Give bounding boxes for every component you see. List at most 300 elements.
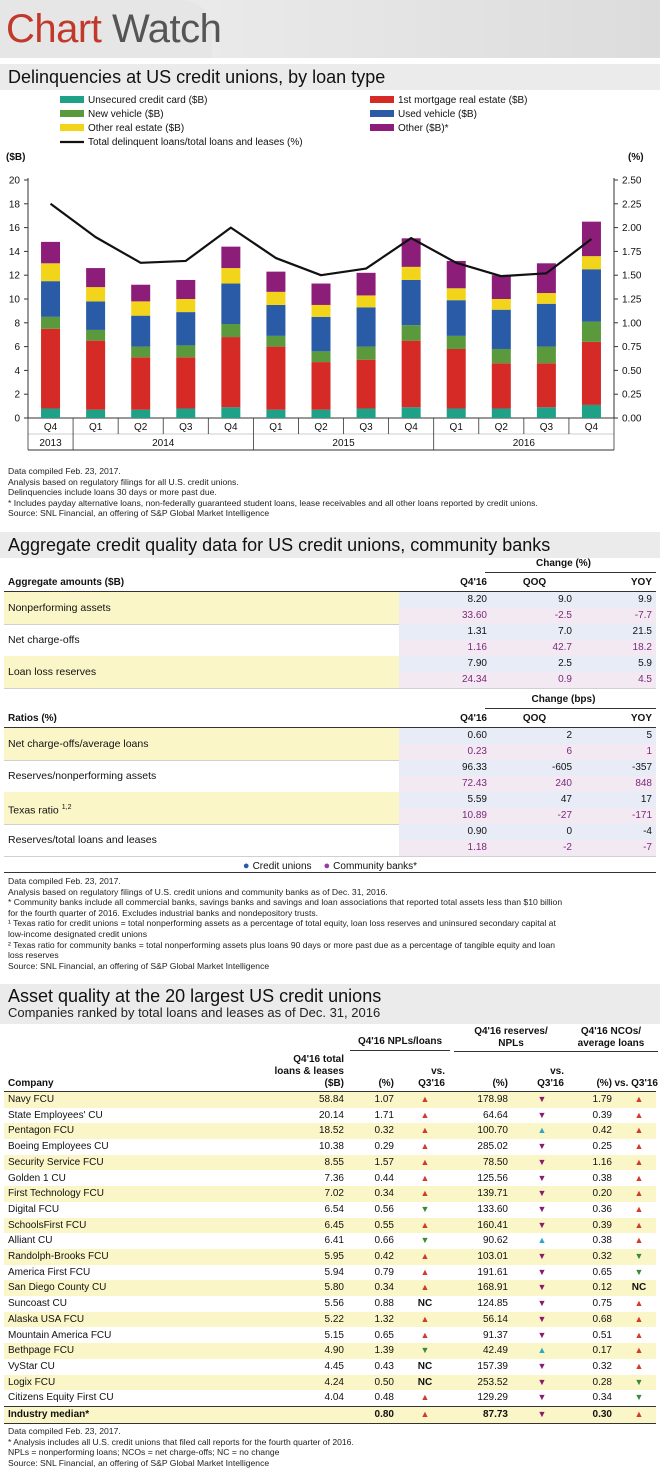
bar-segment xyxy=(86,287,105,301)
total-loans: 18.52 xyxy=(318,1125,344,1137)
total-loans: 4.04 xyxy=(324,1392,344,1404)
x-tick-label: Q2 xyxy=(134,422,148,433)
bar-segment xyxy=(41,263,60,281)
total-loans: 5.80 xyxy=(324,1282,344,1294)
total-loans: 4.90 xyxy=(324,1345,344,1357)
npl-ratio: 0.32 xyxy=(374,1125,394,1137)
npl-change-indicator: ▲ xyxy=(420,1172,430,1183)
y-tick-label-right: 0.25 xyxy=(622,389,642,401)
y-tick-label-left: 6 xyxy=(14,342,20,354)
bar-segment xyxy=(357,360,376,409)
group-header-reserves-2: NPLs xyxy=(498,1038,524,1049)
col-total-header: Q4'16 total xyxy=(293,1054,344,1065)
asset-quality-notes xyxy=(8,1426,653,1468)
reserves-change-indicator: ▼ xyxy=(537,1409,547,1419)
note-line: Data compiled Feb. 23, 2017. xyxy=(8,466,121,476)
npl-ratio: 1.71 xyxy=(374,1109,394,1121)
legend-swatch xyxy=(60,110,84,117)
nco-ratio: 0.32 xyxy=(592,1251,612,1262)
x-tick-label: Q1 xyxy=(269,422,283,433)
total-loans: 5.22 xyxy=(324,1313,344,1325)
col-yoy-header: YOY xyxy=(630,577,652,588)
legend-swatch xyxy=(370,96,394,103)
group-header-rule xyxy=(564,1051,658,1052)
header-banner xyxy=(0,0,660,58)
company-name: Navy FCU xyxy=(8,1094,55,1105)
col-res-pct-header: (%) xyxy=(492,1078,508,1089)
bar-segment xyxy=(447,300,466,336)
bar-segment xyxy=(176,408,195,418)
credit-union-row xyxy=(4,728,656,744)
reserves-ratio: 90.62 xyxy=(482,1235,508,1247)
chart-bars xyxy=(41,222,601,418)
bar-segment xyxy=(357,307,376,346)
value-q4: 1.18 xyxy=(399,840,491,856)
total-loans: 5.95 xyxy=(324,1251,344,1262)
change-header: Change (bps) xyxy=(531,694,596,705)
nco-change-indicator: ▲ xyxy=(634,1156,644,1167)
note-line: Source: SNL Financial, an offering of S&P Global Market Intelligence xyxy=(8,960,270,971)
reserves-ratio: 100.70 xyxy=(477,1125,508,1137)
table-row xyxy=(4,1155,656,1171)
reserves-ratio: 139.71 xyxy=(477,1188,508,1200)
delinquency-chart xyxy=(0,90,660,462)
bar-segment xyxy=(266,410,285,418)
nco-ratio: 0.34 xyxy=(592,1392,612,1404)
npl-change-indicator: ▲ xyxy=(420,1125,430,1136)
total-loans: 7.02 xyxy=(324,1188,344,1200)
total-loans: 10.38 xyxy=(318,1141,344,1153)
bar-segment xyxy=(537,363,556,407)
bar-segment xyxy=(131,347,150,358)
nco-ratio: 0.17 xyxy=(592,1345,612,1357)
credit-union-row xyxy=(4,824,656,840)
company-name: Industry median* xyxy=(8,1409,90,1420)
nco-change-indicator: ▼ xyxy=(634,1376,644,1387)
value-qoq: -605 xyxy=(491,760,578,776)
reserves-ratio: 129.29 xyxy=(477,1392,508,1404)
company-name: Mountain America FCU xyxy=(8,1329,112,1341)
value-qoq: -27 xyxy=(491,808,578,824)
bar-segment xyxy=(176,357,195,408)
value-q4: 96.33 xyxy=(399,760,491,776)
nco-ratio: 0.25 xyxy=(592,1141,612,1153)
npl-change-indicator: NC xyxy=(417,1360,433,1372)
bar-segment xyxy=(41,408,60,418)
reserves-ratio: 285.02 xyxy=(477,1141,508,1153)
company-name: Golden 1 CU xyxy=(8,1172,66,1184)
nco-change-indicator: ▲ xyxy=(634,1172,644,1183)
col-res-vs-header-2: Q3'16 xyxy=(537,1078,564,1089)
change-header-rule xyxy=(485,708,656,709)
reserves-change-indicator: ▼ xyxy=(537,1203,547,1214)
total-loans xyxy=(254,1407,344,1423)
bar-segment xyxy=(492,310,511,349)
table-row xyxy=(4,1249,656,1265)
y-tick-label-right: 1.50 xyxy=(622,270,642,282)
nco-change-indicator: ▲ xyxy=(634,1329,644,1340)
nco-change-indicator: ▲ xyxy=(634,1203,644,1214)
bar-segment xyxy=(537,407,556,418)
col-q4-header: Q4'16 xyxy=(460,577,487,588)
bar-segment xyxy=(582,322,601,342)
table-row xyxy=(4,1312,656,1328)
y-tick-label-left: 0 xyxy=(14,413,20,425)
note-line: low-income designated credit unions xyxy=(8,928,148,939)
y-axis-title-left: ($B) xyxy=(6,152,26,163)
nco-change-indicator: ▲ xyxy=(634,1094,644,1104)
reserves-change-indicator: ▲ xyxy=(537,1235,547,1246)
legend-swatch xyxy=(60,96,84,103)
row-label-footnote: 1,2 xyxy=(61,804,72,811)
value-q4: 8.20 xyxy=(399,592,491,608)
community-bank-row xyxy=(4,608,656,624)
reserves-ratio: 87.73 xyxy=(482,1409,508,1420)
legend-label: Unsecured credit card ($B) xyxy=(88,95,208,106)
nco-ratio: 1.16 xyxy=(592,1156,612,1168)
bar-segment xyxy=(447,349,466,409)
title-word-watch: Watch xyxy=(111,7,222,51)
value-qoq: 2 xyxy=(491,728,578,744)
reserves-ratio: 64.64 xyxy=(482,1109,508,1121)
note-line: for the fourth quarter of 2016. Excludes industrial banks and nondepository trusts. xyxy=(8,907,319,918)
x-year-label: 2013 xyxy=(39,438,62,449)
table-row xyxy=(4,1139,656,1155)
table-row xyxy=(4,1123,656,1139)
bar-segment xyxy=(41,242,60,263)
npl-ratio: 0.66 xyxy=(374,1235,394,1247)
legend-label-community-banks: Community banks* xyxy=(333,861,418,872)
y-tick-label-left: 20 xyxy=(8,175,20,187)
company-name: Alliant CU xyxy=(8,1235,53,1247)
bar-segment xyxy=(447,336,466,349)
chart-line xyxy=(51,204,592,276)
company-name: Randolph-Brooks FCU xyxy=(8,1251,109,1262)
row-rule xyxy=(4,856,656,857)
bar-segment xyxy=(402,280,421,325)
nco-change-indicator: ▲ xyxy=(634,1235,644,1246)
npl-ratio: 1.57 xyxy=(374,1156,394,1168)
reserves-change-indicator: ▼ xyxy=(537,1376,547,1387)
nco-change-indicator: ▲ xyxy=(634,1345,644,1356)
col-npl-pct-header: (%) xyxy=(378,1078,394,1089)
y-tick-label-right: 1.25 xyxy=(622,294,642,306)
npl-ratio: 1.39 xyxy=(374,1345,394,1357)
npl-change-indicator: ▼ xyxy=(420,1203,430,1214)
col-qoq-header: QOQ xyxy=(522,577,547,588)
x-year-label: 2015 xyxy=(332,438,355,449)
nco-ratio: 0.36 xyxy=(592,1203,612,1215)
note-line: Source: SNL Financial, an offering of S&P Global Market Intelligence xyxy=(8,508,270,519)
nco-ratio: 0.39 xyxy=(592,1109,612,1121)
reserves-ratio: 160.41 xyxy=(477,1219,508,1231)
value-yoy: 17 xyxy=(578,792,656,808)
value-yoy: -171 xyxy=(578,808,656,824)
npl-ratio: 0.44 xyxy=(374,1172,394,1184)
total-loans: 6.45 xyxy=(324,1219,344,1231)
value-qoq: 0 xyxy=(491,824,578,840)
value-yoy: 1 xyxy=(578,744,656,760)
nco-change-indicator: ▲ xyxy=(634,1409,644,1419)
y-tick-label-right: 1.00 xyxy=(622,318,642,330)
x-tick-label: Q3 xyxy=(359,422,373,433)
npl-ratio: 0.56 xyxy=(374,1203,394,1215)
row-label-text: Net charge-offs/average loans xyxy=(8,738,149,750)
value-yoy: -7.7 xyxy=(578,608,656,624)
bar-segment xyxy=(86,410,105,418)
reserves-ratio: 191.61 xyxy=(477,1266,508,1278)
x-tick-label: Q4 xyxy=(584,422,599,433)
nco-ratio: 0.28 xyxy=(592,1376,612,1388)
bar-segment xyxy=(221,284,240,324)
company-name: SchoolsFirst FCU xyxy=(8,1219,87,1231)
nco-ratio: 0.38 xyxy=(592,1235,612,1247)
company-name: Bethpage FCU xyxy=(8,1345,75,1357)
npl-change-indicator: ▲ xyxy=(420,1141,430,1152)
y-tick-label-right: 1.75 xyxy=(622,246,642,258)
company-name: Pentagon FCU xyxy=(8,1125,75,1137)
legend-label: Total delinquent loans/total loans and leases (%) xyxy=(88,137,303,148)
bar-segment xyxy=(176,280,195,299)
table-row xyxy=(4,1375,656,1391)
bar-segment xyxy=(176,299,195,312)
col-npl-vs-header: vs. xyxy=(431,1066,445,1077)
group-header-nco: Q4'16 NCOs/ xyxy=(580,1026,642,1037)
reserves-change-indicator: ▼ xyxy=(537,1219,547,1230)
median-row xyxy=(4,1407,656,1423)
x-tick-label: Q1 xyxy=(88,422,103,433)
bar-segment xyxy=(537,347,556,364)
npl-ratio: 1.32 xyxy=(374,1313,394,1325)
col-res-vs-header: vs. xyxy=(550,1066,564,1077)
table-group-header: Aggregate amounts ($B) xyxy=(8,577,125,588)
row-label-text: Reserves/nonperforming assets xyxy=(8,770,157,782)
value-q4: 5.59 xyxy=(399,792,491,808)
npl-ratio: 0.34 xyxy=(374,1282,394,1294)
reserves-ratio: 157.39 xyxy=(477,1360,508,1372)
total-loans: 5.56 xyxy=(324,1298,344,1310)
bar-segment xyxy=(221,407,240,418)
note-line: loss reserves xyxy=(8,950,59,961)
community-bank-row xyxy=(4,672,656,688)
table-row xyxy=(4,1186,656,1202)
bar-segment xyxy=(41,317,60,329)
reserves-change-indicator: ▼ xyxy=(537,1266,547,1277)
table-row xyxy=(4,1265,656,1281)
nco-change-indicator: ▲ xyxy=(634,1219,644,1230)
company-name: State Employees' CU xyxy=(8,1109,103,1121)
company-name: Digital FCU xyxy=(8,1203,60,1215)
npl-ratio: 0.43 xyxy=(374,1360,394,1372)
y-tick-label-left: 4 xyxy=(14,365,20,377)
x-tick-label: Q4 xyxy=(224,422,238,433)
reserves-ratio: 168.91 xyxy=(477,1282,508,1294)
change-header: Change (%) xyxy=(536,558,591,569)
bar-segment xyxy=(86,268,105,287)
bar-segment xyxy=(492,349,511,363)
x-tick-label: Q3 xyxy=(179,422,193,433)
value-yoy: 848 xyxy=(578,776,656,792)
nco-change-indicator: ▼ xyxy=(634,1251,644,1261)
group-header-rule xyxy=(350,1050,450,1051)
company-name: Boeing Employees CU xyxy=(8,1141,109,1153)
y-tick-label-right: 0.00 xyxy=(622,413,642,425)
legend-label: Used vehicle ($B) xyxy=(398,109,477,120)
nco-change-indicator: ▲ xyxy=(634,1141,644,1152)
value-yoy: -7 xyxy=(578,840,656,856)
bar-segment xyxy=(357,347,376,360)
bar-segment xyxy=(131,316,150,347)
legend-label: Other real estate ($B) xyxy=(88,123,185,134)
table-bottom-rule xyxy=(4,1423,656,1424)
npl-ratio: 0.50 xyxy=(374,1376,394,1388)
bar-segment xyxy=(266,336,285,347)
value-q4: 24.34 xyxy=(399,672,491,688)
y-tick-label-right: 2.00 xyxy=(622,223,642,235)
y-tick-label-right: 2.25 xyxy=(622,199,642,211)
value-yoy: 21.5 xyxy=(578,624,656,640)
bar-segment xyxy=(447,408,466,418)
legend-swatch xyxy=(60,124,84,131)
bar-segment xyxy=(312,284,331,305)
company-name: Security Service FCU xyxy=(8,1156,104,1168)
npl-ratio: 0.48 xyxy=(374,1392,394,1404)
legend-swatch xyxy=(370,124,394,131)
bar-segment xyxy=(312,351,331,362)
reserves-change-indicator: ▼ xyxy=(537,1282,547,1293)
reserves-change-indicator: ▼ xyxy=(537,1172,547,1183)
nco-change-indicator: ▼ xyxy=(634,1266,644,1277)
reserves-ratio: 133.60 xyxy=(477,1203,508,1215)
npl-ratio: 0.29 xyxy=(374,1141,394,1153)
y-tick-label-left: 18 xyxy=(8,199,20,211)
bar-segment xyxy=(492,408,511,418)
note-line: ¹ Texas ratio for credit unions = total nonperforming assets as a percentage of total equity, loan loss reserves and uninsured secondary capital at xyxy=(8,918,556,929)
table-row xyxy=(4,1171,656,1187)
reserves-change-indicator: ▼ xyxy=(537,1360,547,1371)
x-tick-label: Q2 xyxy=(314,422,328,433)
table-group-header: Ratios (%) xyxy=(8,713,57,724)
nco-ratio: 0.12 xyxy=(592,1282,612,1294)
credit-union-row xyxy=(4,760,656,776)
bar-segment xyxy=(41,281,60,317)
col-npl-vs-header-2: Q3'16 xyxy=(418,1078,445,1089)
total-loans: 5.15 xyxy=(324,1329,344,1341)
value-yoy: 9.9 xyxy=(578,592,656,608)
section-title: Delinquencies at US credit unions, by loan type xyxy=(8,67,386,87)
npl-change-indicator: ▲ xyxy=(420,1392,430,1403)
bar-segment xyxy=(312,362,331,410)
nco-ratio: 0.30 xyxy=(592,1409,612,1420)
total-loans: 58.84 xyxy=(318,1094,344,1105)
npl-ratio: 0.80 xyxy=(374,1409,394,1420)
value-qoq: 9.0 xyxy=(491,592,578,608)
total-loans: 7.36 xyxy=(324,1172,344,1184)
bar-segment xyxy=(266,305,285,336)
value-yoy: -357 xyxy=(578,760,656,776)
group-header-reserves: Q4'16 reserves/ xyxy=(474,1026,548,1037)
reserves-change-indicator: ▼ xyxy=(537,1298,547,1309)
row-label-text: Loan loss reserves xyxy=(8,666,97,678)
nco-ratio: 0.38 xyxy=(592,1172,612,1184)
legend-dot-credit-unions: ● xyxy=(242,860,250,872)
title-word-chart: Chart xyxy=(6,7,102,51)
legend-dot-community-banks: ● xyxy=(323,860,331,872)
nco-change-indicator: NC xyxy=(631,1282,647,1294)
row-label-text: Net charge-offs xyxy=(8,634,80,646)
nco-ratio: 1.79 xyxy=(592,1094,612,1105)
bar-segment xyxy=(402,325,421,340)
nco-ratio: 0.51 xyxy=(592,1329,612,1341)
reserves-change-indicator: ▼ xyxy=(537,1141,547,1152)
bar-segment xyxy=(86,330,105,341)
bar-segment xyxy=(357,408,376,418)
y-tick-label-right: 2.50 xyxy=(622,175,642,187)
total-loans: 4.45 xyxy=(324,1360,344,1372)
total-loans: 5.94 xyxy=(324,1266,344,1278)
x-tick-label: Q3 xyxy=(539,422,554,433)
bar-segment xyxy=(447,288,466,300)
col-total-header-2: loans & leases xyxy=(274,1066,344,1077)
table-row xyxy=(4,1296,656,1312)
community-bank-row xyxy=(4,840,656,856)
table-row xyxy=(4,1218,656,1234)
reserves-ratio: 253.52 xyxy=(477,1376,508,1388)
row-label-text: Texas ratio xyxy=(8,804,59,817)
value-q4: 0.90 xyxy=(399,824,491,840)
nco-ratio: 0.75 xyxy=(592,1298,612,1310)
note-line: Source: SNL Financial, an offering of S&P Global Market Intelligence xyxy=(8,1457,270,1468)
bar-segment xyxy=(537,304,556,347)
nco-ratio: 0.32 xyxy=(592,1360,612,1372)
legend-label: New vehicle ($B) xyxy=(88,109,164,120)
note-line: NPLs = nonperforming loans; NCOs = net charge-offs; NC = no change xyxy=(8,1447,280,1458)
reserves-change-indicator: ▼ xyxy=(537,1156,547,1167)
bar-segment xyxy=(537,293,556,304)
delinquency-ratio-line xyxy=(51,204,592,276)
bar-segment xyxy=(582,342,601,405)
section-delinquencies-heading xyxy=(0,64,660,90)
value-q4: 7.90 xyxy=(399,656,491,672)
nco-ratio: 0.42 xyxy=(592,1125,612,1137)
bar-segment xyxy=(221,337,240,407)
bar-segment xyxy=(266,292,285,305)
company-name: America First FCU xyxy=(8,1266,91,1278)
bar-segment xyxy=(131,301,150,315)
section-subtitle: Companies ranked by total loans and leases as of Dec. 31, 2016 xyxy=(8,1005,381,1020)
table-bottom-rule xyxy=(4,872,656,873)
community-bank-row xyxy=(4,744,656,760)
npl-ratio: 0.55 xyxy=(374,1219,394,1231)
bar-segment xyxy=(402,341,421,408)
col-nco-vs-header: vs. Q3'16 xyxy=(614,1078,658,1089)
nco-ratio: 0.65 xyxy=(592,1266,612,1278)
reserves-ratio: 91.37 xyxy=(482,1329,508,1341)
reserves-ratio: 103.01 xyxy=(477,1251,508,1262)
reserves-change-indicator: ▼ xyxy=(537,1329,547,1340)
table-row xyxy=(4,1280,656,1296)
value-q4: 0.60 xyxy=(399,728,491,744)
reserves-change-indicator: ▲ xyxy=(537,1345,547,1356)
note-line: Analysis based on regulatory filings for all U.S. credit unions. xyxy=(8,476,239,487)
y-axis-title-right: (%) xyxy=(628,152,644,163)
chart-notes xyxy=(8,466,653,519)
reserves-ratio: 178.98 xyxy=(477,1094,508,1105)
y-tick-label-left: 8 xyxy=(14,318,20,330)
company-name: VyStar CU xyxy=(8,1360,55,1372)
bar-segment xyxy=(582,222,601,257)
npl-ratio: 0.88 xyxy=(374,1298,394,1310)
